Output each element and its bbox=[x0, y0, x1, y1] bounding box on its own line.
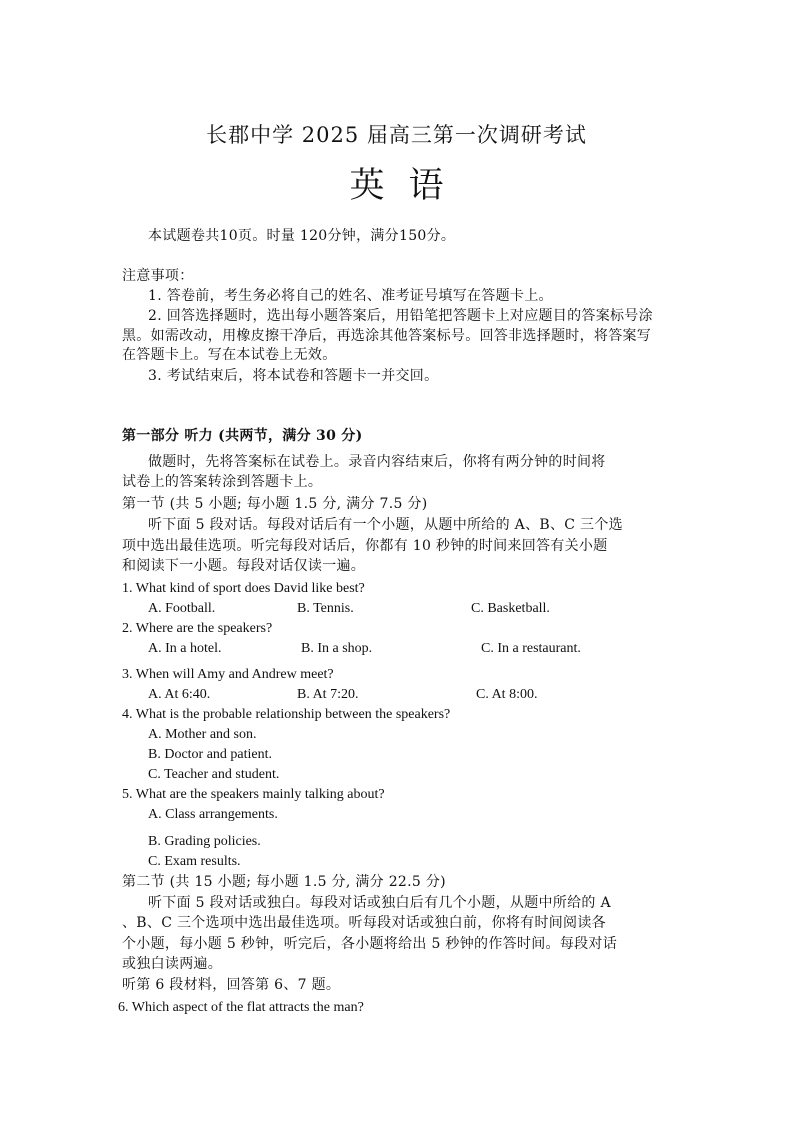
question-3-option-c: C. At 8:00. bbox=[476, 687, 538, 702]
subject-title: 英语 bbox=[349, 166, 468, 206]
section1-heading: 第一节 (共 5 小题; 每小题 1.5 分, 满分 7.5 分) bbox=[122, 496, 428, 512]
part1-instruction-line-1: 做题时，先将答案标在试卷上。录音内容结束后，你将有两分钟的时间将 bbox=[148, 454, 606, 470]
question-5-option-a: A. Class arrangements. bbox=[148, 807, 278, 822]
part1-instruction-line-2: 试卷上的答案转涂到答题卡上。 bbox=[122, 474, 323, 490]
part1-heading: 第一部分 听力 (共两节，满分 30 分) bbox=[122, 428, 363, 444]
question-4-stem: 4. What is the probable relationship between the speakers? bbox=[122, 707, 451, 722]
question-5-option-b: B. Grading policies. bbox=[148, 834, 261, 849]
section2-heading: 第二节 (共 15 小题; 每小题 1.5 分, 满分 22.5 分) bbox=[122, 874, 446, 890]
intro-text: 本试题卷共10页。时量 120分钟，满分150分。 bbox=[148, 228, 456, 244]
exam-title: 长郡中学 2025 届高三第一次调研考试 bbox=[206, 123, 587, 147]
question-2-option-b: B. In a shop. bbox=[301, 641, 373, 656]
question-1-option-c: C. Basketball. bbox=[471, 601, 550, 616]
section1-instruction-line-2: 项中选出最佳选项。听完每段对话后，你都有 10 秒钟的时间来回答有关小题 bbox=[122, 538, 608, 554]
section1-instruction-line-1: 听下面 5 段对话。每段对话后有一个小题，从题中所给的 A、B、C 三个选 bbox=[148, 517, 623, 533]
note-item-3: 3. 考试结束后，将本试卷和答题卡一并交回。 bbox=[148, 368, 439, 384]
question-1-option-b: B. Tennis. bbox=[297, 601, 354, 616]
question-4-option-b: B. Doctor and patient. bbox=[148, 747, 273, 762]
question-4-option-a: A. Mother and son. bbox=[148, 727, 257, 742]
question-3-option-a: A. At 6:40. bbox=[148, 687, 211, 702]
note-item-2-line-2: 黑。如需改动，用橡皮擦干净后，再选涂其他答案标号。回答非选择题时，将答案写 bbox=[122, 328, 652, 344]
section2-instruction-line-3: 个小题，每小题 5 秒钟，听完后，各小题将给出 5 秒钟的作答时间。每段对话 bbox=[122, 936, 618, 952]
question-4-option-c: C. Teacher and student. bbox=[148, 767, 280, 782]
question-3-stem: 3. When will Amy and Andrew meet? bbox=[122, 667, 334, 682]
question-2-option-c: C. In a restaurant. bbox=[481, 641, 581, 656]
note-item-2-line-1: 2. 回答选择题时，选出每小题答案后，用铅笔把答题卡上对应题目的答案标号涂 bbox=[148, 308, 653, 324]
question-2-option-a: A. In a hotel. bbox=[148, 641, 222, 656]
notes-heading: 注意事项： bbox=[122, 268, 194, 284]
question-5-option-c: C. Exam results. bbox=[148, 854, 241, 869]
section2-instruction-line-4: 或独白读两遍。 bbox=[122, 956, 223, 972]
question-5-stem: 5. What are the speakers mainly talking about? bbox=[122, 787, 385, 802]
question-3-option-b: B. At 7:20. bbox=[297, 687, 359, 702]
question-1-stem: 1. What kind of sport does David like best? bbox=[122, 581, 365, 596]
section2-instruction-line-1: 听下面 5 段对话或独白。每段对话或独白后有几个小题，从题中所给的 A bbox=[148, 895, 611, 911]
question-1-option-a: A. Football. bbox=[148, 601, 216, 616]
section1-instruction-line-3: 和阅读下一小题。每段对话仅读一遍。 bbox=[122, 558, 366, 574]
material-6-instruction: 听第 6 段材料，回答第 6、7 题。 bbox=[122, 977, 341, 993]
note-item-2-line-3: 在答题卡上。写在本试卷上无效。 bbox=[122, 347, 337, 363]
note-item-1: 1. 答卷前，考生务必将自己的姓名、准考证号填写在答题卡上。 bbox=[148, 288, 553, 304]
section2-instruction-line-2: 、B、C 三个选项中选出最佳选项。听每段对话或独白前，你将有时间阅读各 bbox=[122, 915, 606, 931]
question-6-stem: 6. Which aspect of the flat attracts the man? bbox=[118, 1000, 364, 1015]
question-2-stem: 2. Where are the speakers? bbox=[122, 621, 273, 636]
